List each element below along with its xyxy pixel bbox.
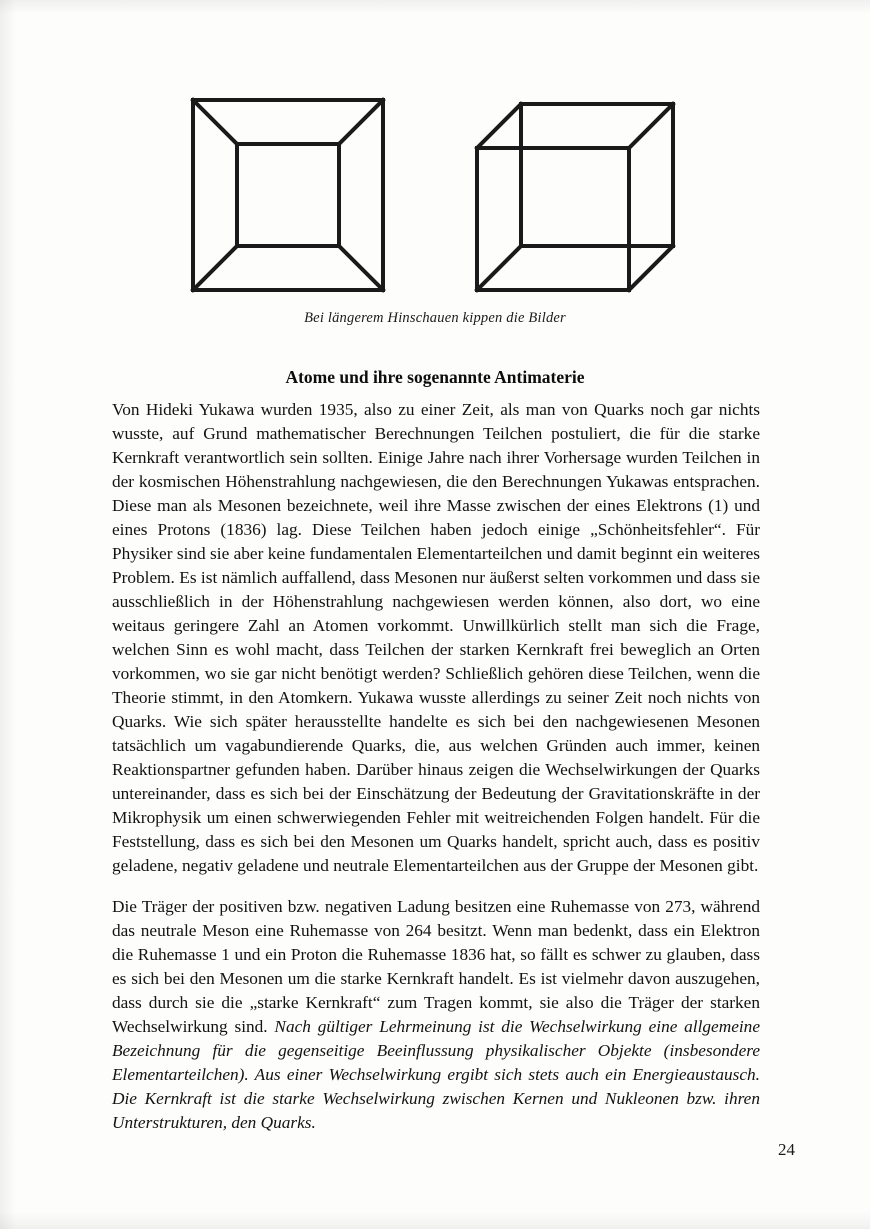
body-text [112, 398, 760, 1135]
right-cube-edge-tl [477, 104, 521, 148]
paragraph-2 [112, 895, 760, 1135]
left-cube-edge-br [339, 246, 383, 290]
right-cube-edge-tr [629, 104, 673, 148]
left-cube-edge-tr [339, 100, 383, 144]
scan-shadow-bottom [0, 1211, 870, 1229]
left-cube-edge-bl [193, 246, 237, 290]
paragraph-2-italic: Nach gültiger Lehrmeinung ist die Wechselwirkung eine allgemeine Bezeichnung für die gegenseitige Beeinflussung physikalischer Objekte (insbesondere Elementarteilchen). Aus einer Wechselwirkung ergibt sich stets auch ein Energieaustausch. Die Kernkraft ist die starke Wechselwirkung zwischen Kernen und Nukleonen bzw. ihren Unterstrukturen, den Quarks. [112, 1017, 760, 1132]
necker-cubes-figure [0, 92, 870, 307]
paragraph-2-plain: Die Träger der positiven bzw. negativen Ladung besitzen eine Ruhemasse von 273, während das neutrale Meson eine Ruhemasse von 264 besitzt. Wenn man bedenkt, dass ein Elektron die Ruhemasse 1 und ein Proton die Ruhemasse 1836 hat, so fällt es schwer zu glauben, dass es sich bei den Mesonen um die starke Kernkraft handelt. Es ist vielmehr davon auszugehen, dass durch sie die „starke Kernkraft“ zum Tragen kommt, sie also die Träger der starken Wechselwirkung sind. [112, 897, 760, 1036]
left-cube-edge-tl [193, 100, 237, 144]
cubes-illustration [185, 92, 685, 307]
right-cube-edge-br [629, 246, 673, 290]
paragraph-1: Von Hideki Yukawa wurden 1935, also zu einer Zeit, als man von Quarks noch gar nichts wusste, auf Grund mathematischer Berechnungen Teilchen postuliert, die für die starke Kernkraft verantwortlich sein sollten. Einige Jahre nach ihrer Vorhersage wurden Teilchen in der kosmischen Höhenstrahlung nachgewiesen, die den Berechnungen Yukawas entsprachen. Diese man als Mesonen bezeichnete, weil ihre Masse zwischen der eines Elektrons (1) und eines Protons (1836) lag. Diese Teilchen haben jedoch einige „Schönheitsfehler“. Für Physiker sind sie aber keine fundamentalen Elementarteilchen und damit beginnt ein weiteres Problem. Es ist nämlich auffallend, dass Mesonen nur äußerst selten vorkommen und dass sie ausschließlich in der Höhenstrahlung nachgewiesen werden können, also dort, wo eine weitaus geringere Zahl an Atomen vorkommt. Unwillkürlich stellt man sich die Frage, welchen Sinn es wohl macht, dass Teilchen der starken Kernkraft frei beweglich an Orten vorkommen, wo sie gar nicht benötigt werden? Schließlich gehören diese Teilchen, wenn die Theorie stimmt, in den Atomkern. Yukawa wusste allerdings zu seiner Zeit noch nichts von Quarks. Wie sich später herausstellte handelte es sich bei den nachgewiesenen Mesonen tatsächlich um vagabundierende Quarks, die, aus welchen Gründen auch immer, keinen Reaktionspartner gefunden haben. Darüber hinaus zeigen die Wechselwirkungen der Quarks untereinander, dass es sich bei der Einschätzung der Bedeutung der Gravitationskräfte in der Mikrophysik um einen schwerwiegenden Fehler mit weitreichenden Folgen handelt. Für die Feststellung, dass es sich bei den Mesonen um Quarks handelt, spricht auch, dass es positiv geladene, negativ geladene und neutrale Elementarteilchen aus der Gruppe der Mesonen gibt. [112, 400, 760, 875]
figure-caption: Bei längerem Hinschauen kippen die Bilder [304, 310, 566, 326]
left-cube-inner-square [237, 144, 339, 246]
scan-shadow-top [0, 0, 870, 14]
page-number: 24 [778, 1140, 795, 1159]
right-cube-edge-bl [477, 246, 521, 290]
section-heading: Atome und ihre sogenannte Antimaterie [285, 367, 585, 387]
